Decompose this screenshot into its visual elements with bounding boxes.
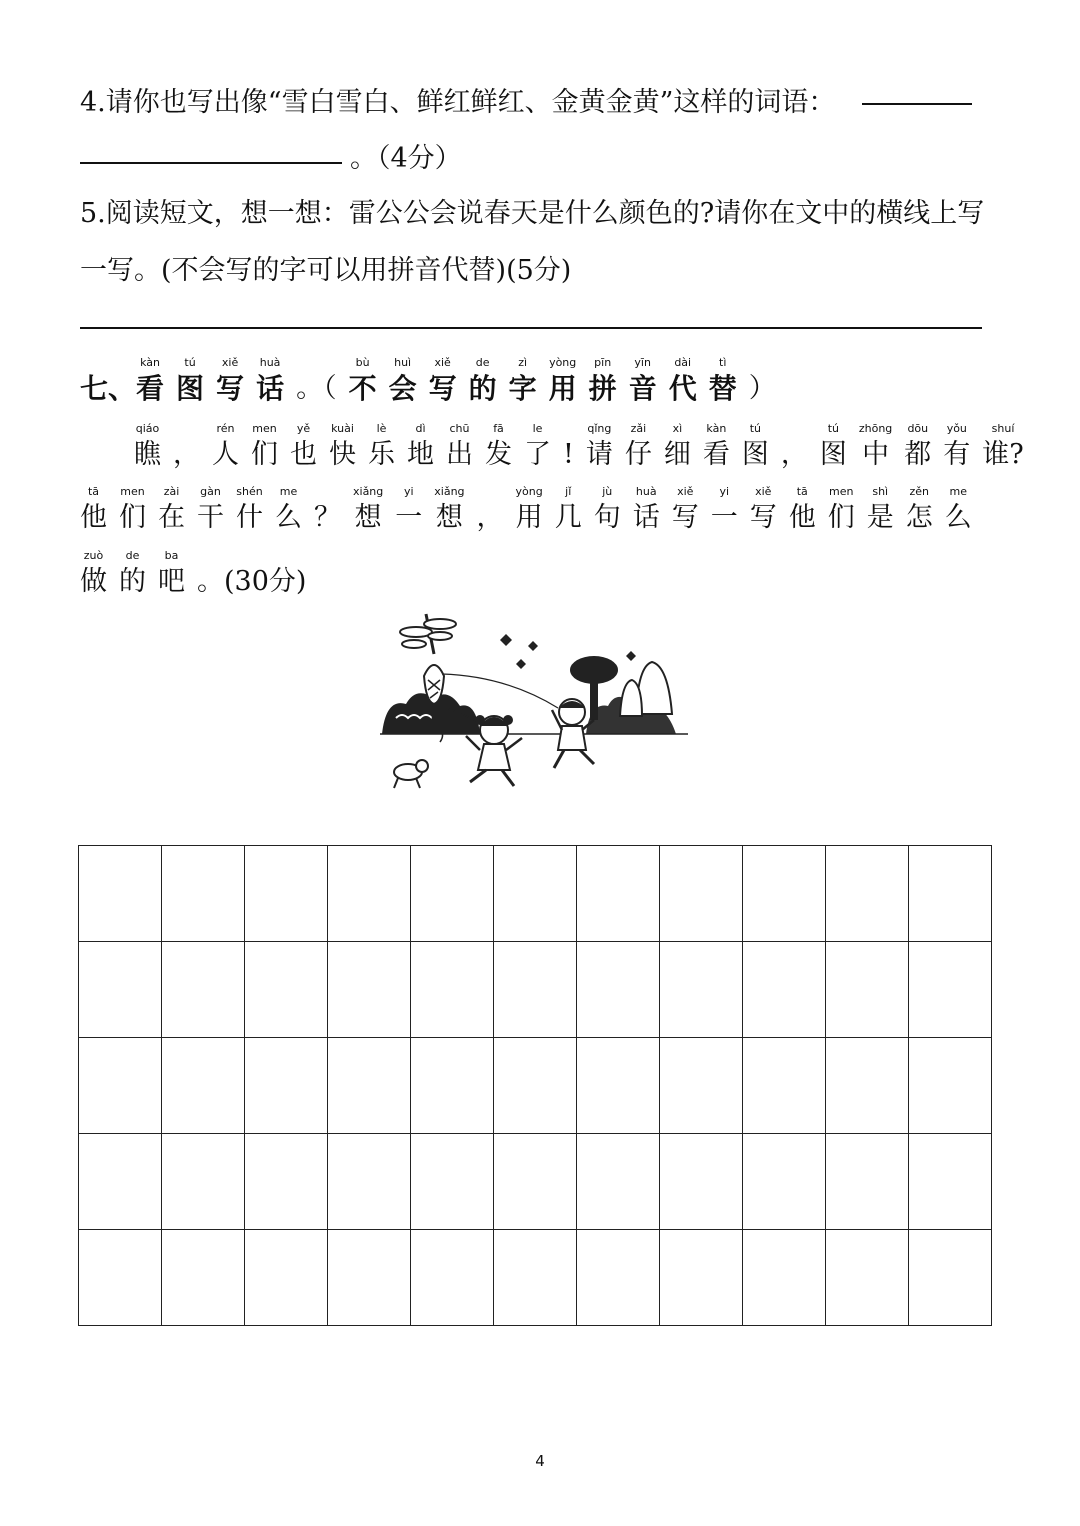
pinyin: xiǎng	[353, 485, 384, 498]
question-4-text: 4.请你也写出像“雪白雪白、鲜红鲜红、金黄金黄”这样的词语：	[80, 87, 836, 118]
hanzi: 代	[668, 372, 697, 405]
instruction-char	[407, 421, 434, 474]
pinyin: men	[829, 485, 854, 498]
grid-cell[interactable]	[79, 942, 162, 1038]
pinyin: tú	[749, 422, 761, 435]
hanzi: 怎	[905, 502, 933, 533]
hanzi: 快	[329, 439, 356, 470]
instruction-char	[742, 421, 769, 474]
grid-cell[interactable]	[826, 1038, 909, 1134]
hanzi: 话	[256, 372, 285, 405]
pinyin: zuò	[83, 549, 104, 562]
hanzi: 什	[236, 502, 263, 533]
title-char	[176, 355, 204, 408]
instruction-char	[711, 484, 738, 537]
pinyin: zhōng	[858, 422, 893, 435]
instruction-char	[434, 484, 464, 537]
question-5-line-2: 一写。(不会写的字可以用拼音代替)(5分)	[80, 255, 572, 286]
kite-flying-illustration	[376, 606, 692, 802]
pinyin: me	[279, 485, 298, 498]
grid-cell[interactable]	[328, 1134, 411, 1230]
instruction-char	[395, 484, 422, 537]
hanzi: 吧	[158, 566, 185, 597]
pinyin: yòng	[549, 356, 577, 369]
title-char	[669, 355, 697, 408]
instruction-char	[314, 484, 341, 537]
grid-cell[interactable]	[660, 1230, 743, 1326]
grid-cell[interactable]	[245, 1134, 328, 1230]
dog-icon	[394, 760, 428, 788]
grid-cell[interactable]	[245, 942, 328, 1038]
instruction-char	[672, 484, 699, 537]
pinyin: pīn	[594, 356, 612, 369]
hanzi: 几	[554, 502, 582, 533]
question-5-answer-blank[interactable]	[80, 327, 982, 329]
hanzi: ）	[748, 373, 776, 404]
hanzi: 的	[468, 372, 497, 405]
title-char	[589, 355, 617, 408]
hanzi: 他	[80, 502, 107, 533]
grid-cell[interactable]	[577, 1230, 660, 1326]
grid-cell[interactable]	[162, 846, 245, 942]
hanzi: 么	[944, 502, 972, 533]
grid-cell[interactable]	[79, 1134, 162, 1230]
pinyin: shuí	[991, 422, 1015, 435]
hanzi: 替	[708, 372, 737, 405]
hanzi: ？	[314, 502, 341, 533]
hanzi: 们	[251, 439, 278, 470]
instruction-char	[586, 421, 613, 474]
title-char	[216, 355, 244, 408]
grid-cell[interactable]	[826, 942, 909, 1038]
instruction-char	[236, 484, 263, 537]
instruction-char	[80, 548, 107, 601]
pinyin: zǎi	[630, 422, 647, 435]
instruction-char	[828, 484, 855, 537]
grid-cell[interactable]	[328, 1230, 411, 1326]
pinyin: dōu	[907, 422, 929, 435]
grid-cell[interactable]	[494, 942, 577, 1038]
grid-cell[interactable]	[245, 846, 328, 942]
hanzi: 细	[663, 439, 691, 470]
grid-cell[interactable]	[411, 1230, 494, 1326]
pinyin: xiě	[677, 485, 694, 498]
hanzi: 图	[176, 372, 205, 405]
pinyin: rén	[216, 422, 235, 435]
pinyin: kàn	[706, 422, 727, 435]
hanzi: 都	[904, 439, 932, 470]
pinyin: dài	[674, 356, 692, 369]
grid-cell[interactable]	[411, 846, 494, 942]
pinyin: shén	[236, 485, 263, 498]
instruction-char	[173, 421, 200, 474]
section-7-title	[80, 355, 788, 408]
instruction-char	[158, 548, 185, 601]
grid-cell[interactable]	[245, 1230, 328, 1326]
grid-cell[interactable]	[743, 1038, 826, 1134]
hanzi: 看	[702, 439, 730, 470]
pinyin: zì	[518, 356, 528, 369]
grid-cell[interactable]	[162, 942, 245, 1038]
title-char	[389, 355, 417, 408]
pinyin: ba	[164, 549, 179, 562]
hanzi: 么	[275, 502, 302, 533]
instruction-char	[563, 421, 574, 474]
hanzi: 话	[632, 502, 660, 533]
instruction-char	[212, 421, 239, 474]
grid-cell[interactable]	[494, 1230, 577, 1326]
hanzi: 他	[788, 502, 816, 533]
title-char	[709, 355, 737, 408]
hanzi: ，	[780, 439, 808, 470]
instruction-char	[251, 421, 278, 474]
title-char	[469, 355, 497, 408]
hanzi: 仔	[624, 439, 652, 470]
instruction-char	[859, 421, 892, 474]
hanzi: 是	[866, 502, 894, 533]
pinyin: zěn	[909, 485, 929, 498]
instruction-char	[516, 484, 543, 537]
instruction-char	[982, 421, 1023, 474]
pinyin: tā	[87, 485, 100, 498]
grid-cell[interactable]	[162, 1230, 245, 1326]
grid-cell[interactable]	[245, 1038, 328, 1134]
pinyin: xì	[672, 422, 683, 435]
hanzi: !	[563, 439, 574, 470]
pinyin: men	[120, 485, 145, 498]
hanzi: 发	[485, 439, 512, 470]
grid-cell[interactable]	[328, 1038, 411, 1134]
instruction-char	[197, 548, 306, 601]
instruction-char	[943, 421, 970, 474]
grid-cell[interactable]	[743, 942, 826, 1038]
hanzi: 在	[158, 502, 185, 533]
hanzi: 出	[446, 439, 473, 470]
section-7-instruction-line-3	[80, 548, 318, 601]
hanzi: 想	[435, 502, 463, 533]
pinyin: tú	[827, 422, 839, 435]
instruction-char	[275, 484, 302, 537]
hanzi: 的	[119, 566, 146, 597]
grid-cell[interactable]	[79, 1038, 162, 1134]
hanzi: 拼	[588, 372, 617, 405]
page-number: 4	[535, 1452, 545, 1470]
pinyin: kuài	[331, 422, 354, 435]
grid-row	[79, 1230, 992, 1326]
hanzi: 图	[819, 439, 847, 470]
instruction-char	[750, 484, 777, 537]
grid-cell[interactable]	[743, 1134, 826, 1230]
grid-cell[interactable]	[79, 1230, 162, 1326]
writing-grid[interactable]	[78, 845, 992, 1326]
pinyin: xiě	[434, 356, 451, 369]
title-char	[429, 355, 457, 408]
grid-row	[79, 846, 992, 942]
pinyin: huà	[635, 485, 657, 498]
instruction-char	[820, 421, 847, 474]
hanzi: 。(30分)	[197, 566, 307, 597]
grid-cell[interactable]	[660, 1134, 743, 1230]
hanzi: 中	[862, 439, 890, 470]
pinyin: yi	[719, 485, 730, 498]
hanzi: 也	[290, 439, 317, 470]
hanzi: 写	[216, 372, 245, 405]
question-5-line-1: 5.阅读短文，想一想：雷公公会说春天是什么颜色的?请你在文中的横线上写	[80, 198, 985, 229]
grid-cell[interactable]	[826, 1134, 909, 1230]
grid-cell[interactable]	[162, 1038, 245, 1134]
pinyin: chū	[449, 422, 470, 435]
hanzi: 看	[136, 372, 165, 405]
grid-cell[interactable]	[743, 1230, 826, 1326]
instruction-char	[906, 484, 933, 537]
hanzi: 图	[741, 439, 769, 470]
hanzi: 乐	[368, 439, 395, 470]
pinyin: tì	[719, 356, 727, 369]
hanzi: 有	[943, 439, 971, 470]
hanzi: 写	[428, 372, 457, 405]
hanzi: 了	[524, 439, 551, 470]
pinyin: huà	[259, 356, 281, 369]
instruction-char	[781, 421, 808, 474]
grid-cell[interactable]	[411, 1134, 494, 1230]
grid-cell[interactable]	[660, 1038, 743, 1134]
pinyin: de	[475, 356, 490, 369]
instruction-char	[353, 484, 383, 537]
instruction-char	[555, 484, 582, 537]
pinyin: jǐ	[565, 485, 572, 498]
hanzi: 请	[585, 439, 613, 470]
instruction-char	[134, 421, 161, 474]
pinyin: xiě	[755, 485, 772, 498]
title-char	[509, 355, 537, 408]
section-7-instruction-line-1	[134, 421, 1036, 474]
instruction-char	[368, 421, 395, 474]
grid-cell[interactable]	[577, 942, 660, 1038]
hanzi: 做	[80, 566, 107, 597]
instruction-char	[329, 421, 356, 474]
hanzi: 用	[515, 502, 543, 533]
pinyin: yǒu	[946, 422, 967, 435]
instruction-char	[80, 484, 107, 537]
instruction-char	[477, 484, 504, 537]
hanzi: 音	[628, 372, 657, 405]
hanzi: 瞧	[134, 439, 161, 470]
instruction-char	[664, 421, 691, 474]
hanzi: 干	[197, 502, 224, 533]
hanzi: 们	[827, 502, 855, 533]
hanzi: 人	[212, 439, 239, 470]
hanzi: 地	[407, 439, 434, 470]
instruction-char	[633, 484, 660, 537]
pinyin: shì	[872, 485, 889, 498]
grid-cell[interactable]	[909, 1038, 992, 1134]
pinyin: zài	[163, 485, 180, 498]
instruction-char	[625, 421, 652, 474]
hanzi: 会	[388, 372, 417, 405]
hanzi: 用	[548, 372, 577, 405]
grid-cell[interactable]	[494, 1134, 577, 1230]
grid-row	[79, 942, 992, 1038]
instruction-char	[158, 484, 185, 537]
pinyin: xiǎng	[434, 485, 465, 498]
hanzi: 写	[671, 502, 699, 533]
grid-cell[interactable]	[328, 942, 411, 1038]
flower-icon	[500, 634, 512, 646]
pinyin: lè	[376, 422, 387, 435]
grid-cell[interactable]	[743, 846, 826, 942]
grid-cell[interactable]	[411, 942, 494, 1038]
instruction-char	[119, 548, 146, 601]
grid-cell[interactable]	[577, 846, 660, 942]
pinyin: tú	[184, 356, 196, 369]
hanzi: 谁?	[982, 439, 1024, 470]
instruction-char	[119, 484, 146, 537]
pinyin: de	[125, 549, 140, 562]
instruction-char	[867, 484, 894, 537]
pinyin: huì	[394, 356, 412, 369]
instruction-char	[485, 421, 512, 474]
pinyin: me	[949, 485, 967, 498]
instruction-char	[945, 484, 972, 537]
grid-cell[interactable]	[577, 1134, 660, 1230]
pinyin: dì	[415, 422, 426, 435]
title-char	[296, 355, 337, 408]
title-char	[256, 355, 284, 408]
hanzi: 想	[354, 502, 382, 533]
title-char	[549, 355, 577, 408]
grid-cell[interactable]	[909, 846, 992, 942]
pinyin: le	[532, 422, 543, 435]
dragonfly-kite-icon	[400, 614, 456, 654]
grid-row	[79, 1134, 992, 1230]
pinyin: yi	[403, 485, 414, 498]
pinyin: jù	[602, 485, 613, 498]
grid-cell[interactable]	[660, 846, 743, 942]
section-7-number: 七、	[80, 372, 137, 405]
hanzi: 一	[395, 502, 423, 533]
pinyin: kàn	[140, 356, 160, 369]
question-4-answer-blank-1[interactable]	[862, 103, 972, 105]
pinyin: gàn	[200, 485, 221, 498]
title-char	[629, 355, 657, 408]
grid-cell[interactable]	[162, 1134, 245, 1230]
pinyin: yě	[296, 422, 311, 435]
grid-row	[79, 1038, 992, 1134]
hanzi: 。（	[296, 373, 337, 404]
pinyin: yīn	[634, 356, 651, 369]
instruction-char	[446, 421, 473, 474]
pinyin: fā	[493, 422, 504, 435]
hanzi: 一	[710, 502, 738, 533]
instruction-char	[594, 484, 621, 537]
grid-cell[interactable]	[909, 1134, 992, 1230]
question-4-answer-blank-2[interactable]	[80, 162, 342, 164]
grid-cell[interactable]	[909, 942, 992, 1038]
pinyin: bù	[355, 356, 370, 369]
instruction-char	[524, 421, 551, 474]
pinyin: tā	[796, 485, 808, 498]
pinyin: xiě	[221, 356, 239, 369]
grid-cell[interactable]	[79, 846, 162, 942]
grid-cell[interactable]	[494, 1038, 577, 1134]
pinyin: qiáo	[135, 422, 160, 435]
grid-cell[interactable]	[826, 846, 909, 942]
grid-cell[interactable]	[577, 1038, 660, 1134]
title-char	[136, 355, 164, 408]
hanzi: ，	[173, 439, 200, 470]
instruction-char	[703, 421, 730, 474]
pinyin: yòng	[515, 485, 543, 498]
instruction-char	[789, 484, 816, 537]
question-4-score: 。（4分）	[350, 143, 462, 174]
title-char	[349, 355, 377, 408]
grid-cell[interactable]	[494, 846, 577, 942]
title-char	[749, 355, 776, 408]
section-7-instruction-line-2	[80, 484, 984, 537]
pinyin: qǐng	[587, 422, 612, 435]
instruction-char	[904, 421, 931, 474]
hanzi: 字	[508, 372, 537, 405]
grid-cell[interactable]	[660, 942, 743, 1038]
hanzi: 句	[593, 502, 621, 533]
grid-cell[interactable]	[328, 846, 411, 942]
pinyin: men	[252, 422, 277, 435]
grid-cell[interactable]	[909, 1230, 992, 1326]
hanzi: ，	[476, 502, 504, 533]
grid-cell[interactable]	[826, 1230, 909, 1326]
hanzi: 写	[749, 502, 777, 533]
hanzi: 不	[348, 372, 377, 405]
hanzi: 们	[119, 502, 146, 533]
instruction-char	[197, 484, 224, 537]
grid-cell[interactable]	[411, 1038, 494, 1134]
instruction-char	[290, 421, 317, 474]
